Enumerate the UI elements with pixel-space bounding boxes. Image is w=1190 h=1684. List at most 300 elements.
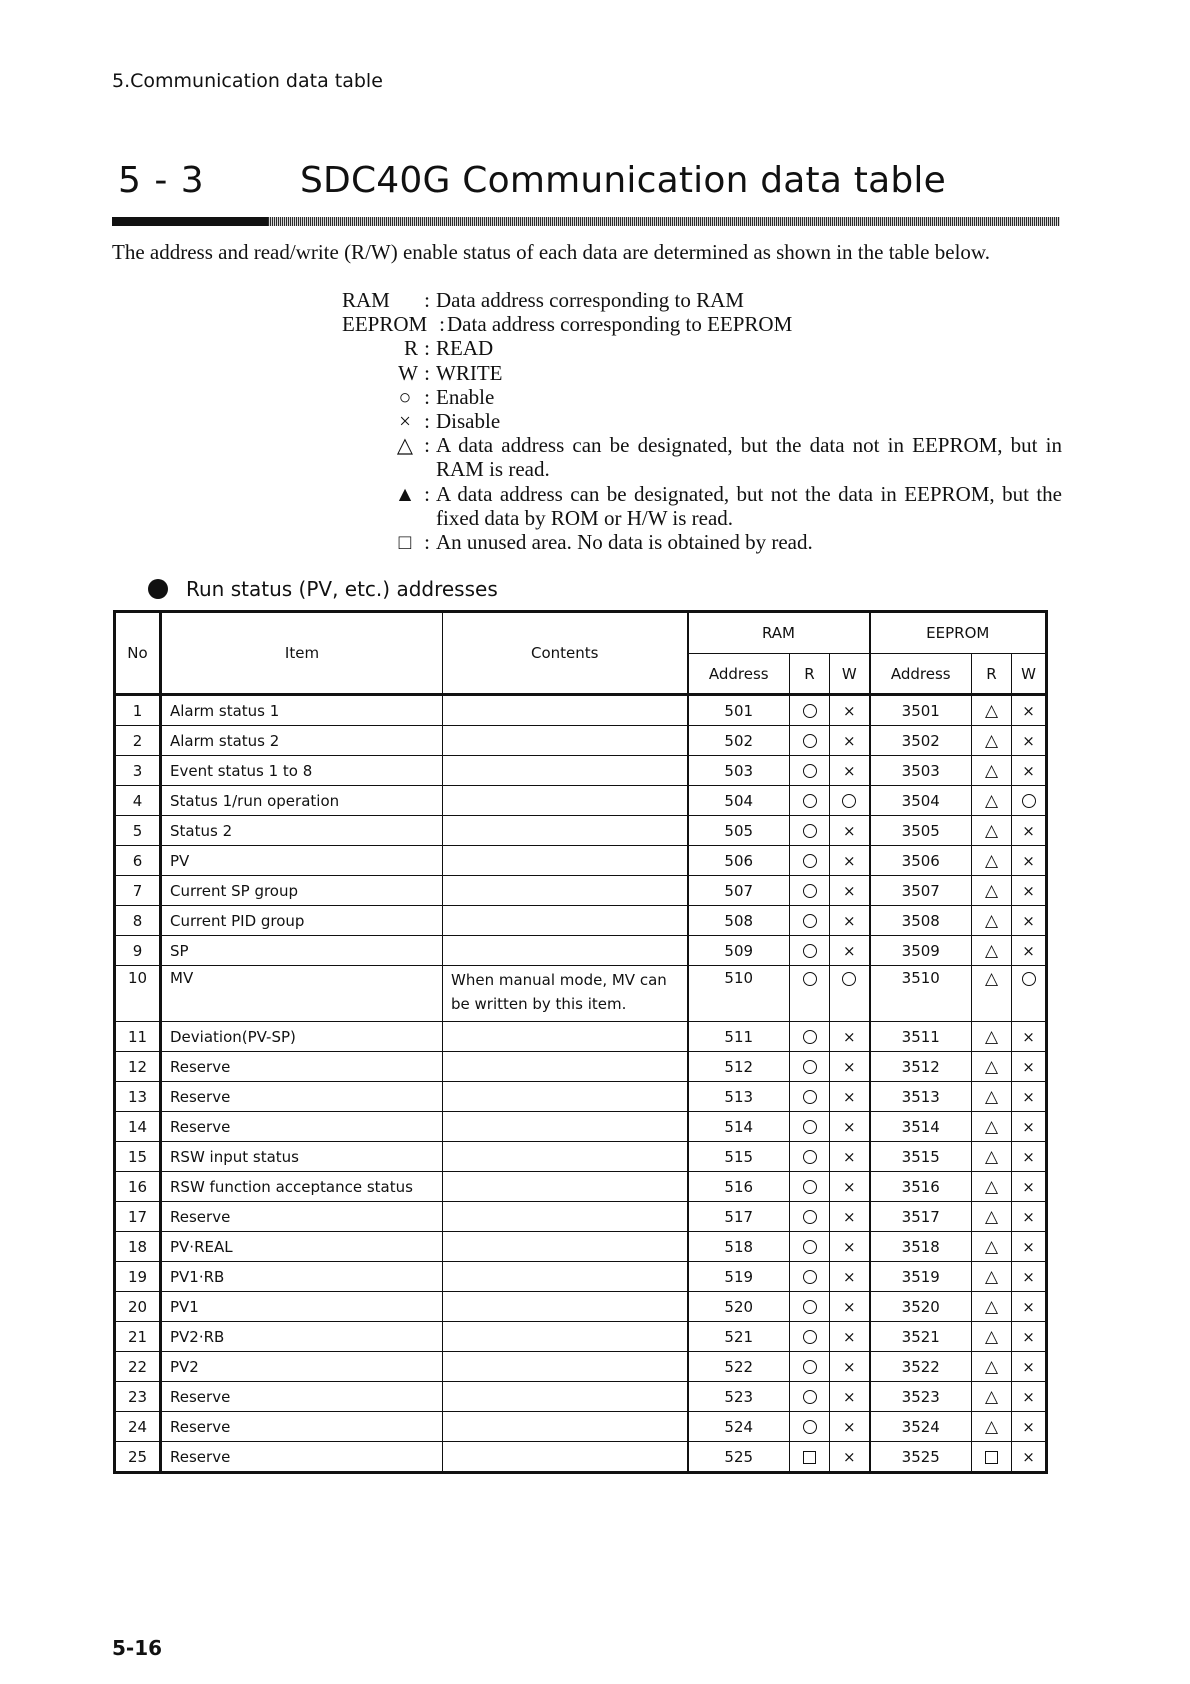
eeprom-address: 3505 (870, 816, 972, 846)
row-number: 6 (115, 846, 161, 876)
table-row (115, 1352, 1047, 1382)
circle-icon (1022, 972, 1036, 986)
row-number: 4 (115, 786, 161, 816)
cross-icon: × (1022, 1207, 1035, 1226)
circle-icon (803, 1090, 817, 1104)
table-row (115, 1292, 1047, 1322)
circle-icon: ○ (398, 384, 412, 409)
table-row (115, 1442, 1047, 1473)
row-item: Current SP group (161, 876, 443, 906)
circle-icon (803, 734, 817, 748)
cross-icon: × (1022, 1027, 1035, 1046)
table-body (115, 695, 1047, 1473)
legend-text: An unused area. No data is obtained by read. (436, 530, 813, 555)
row-item: RSW function acceptance status (161, 1172, 443, 1202)
legend-text: Disable (436, 409, 501, 434)
cross-icon: × (1022, 1087, 1035, 1106)
legend-text: Data address corresponding to RAM (436, 288, 744, 312)
cross-icon: × (842, 1087, 856, 1106)
cross-icon: × (1022, 1117, 1035, 1136)
header-eeprom: EEPROM (870, 612, 1047, 654)
row-item: PV1 (161, 1292, 443, 1322)
cross-icon: × (1022, 911, 1035, 930)
row-number: 10 (115, 966, 161, 1022)
intro-paragraph: The address and read/write (R/W) enable status of each data are determined as shown in the table below. (112, 240, 990, 264)
cross-icon: × (1022, 1177, 1035, 1196)
row-item: SP (161, 936, 443, 966)
ram-address: 502 (688, 726, 790, 756)
table-row (115, 1322, 1047, 1352)
cross-icon: × (1022, 1297, 1035, 1316)
open-triangle-icon: △ (984, 791, 999, 811)
cross-icon: × (842, 761, 856, 780)
cross-icon: × (1022, 881, 1035, 900)
ram-address: 523 (688, 1382, 790, 1412)
open-triangle-icon: △ (396, 433, 414, 458)
table-heading-text: Run status (PV, etc.) addresses (186, 577, 498, 601)
header-ram-address: Address (688, 654, 790, 695)
circle-icon (803, 944, 817, 958)
circle-icon (803, 1180, 817, 1194)
open-triangle-icon: △ (984, 1147, 999, 1167)
legend-key: RAM (342, 288, 390, 312)
header-contents: Contents (443, 612, 688, 695)
page-title: SDC40G Communication data table (300, 160, 946, 201)
legend-row: R : READ (362, 336, 1062, 360)
cross-icon: × (842, 821, 856, 840)
circle-icon (842, 794, 856, 808)
circle-icon (803, 1060, 817, 1074)
eeprom-address: 3523 (870, 1382, 972, 1412)
row-contents (443, 1262, 688, 1292)
legend-text: A data address can be designated, but not the data in EEPROM, but the fixed data by ROM or H/W is read. (436, 481, 1062, 530)
row-number: 16 (115, 1172, 161, 1202)
row-number: 5 (115, 816, 161, 846)
open-triangle-icon: △ (984, 701, 999, 721)
table-row (115, 1142, 1047, 1172)
row-item: Reserve (161, 1052, 443, 1082)
eeprom-address: 3517 (870, 1202, 972, 1232)
row-contents (443, 906, 688, 936)
row-item: PV2·RB (161, 1322, 443, 1352)
square-icon: □ (398, 529, 412, 554)
row-number: 18 (115, 1232, 161, 1262)
cross-icon: × (842, 881, 856, 900)
open-triangle-icon: △ (984, 1387, 999, 1407)
ram-address: 513 (688, 1082, 790, 1112)
legend-row: W : WRITE (362, 361, 1062, 385)
table-row (115, 1262, 1047, 1292)
table-row (115, 876, 1047, 906)
table-row (115, 1412, 1047, 1442)
eeprom-address: 3518 (870, 1232, 972, 1262)
header-no: No (115, 612, 161, 695)
eeprom-address: 3525 (870, 1442, 972, 1473)
ram-address: 505 (688, 816, 790, 846)
eeprom-address: 3509 (870, 936, 972, 966)
cross-icon: × (1022, 1327, 1035, 1346)
open-triangle-icon: △ (984, 1207, 999, 1227)
row-number: 1 (115, 695, 161, 726)
row-number: 22 (115, 1352, 161, 1382)
cross-icon: × (842, 1447, 856, 1466)
legend-text: Enable (436, 384, 495, 409)
table-row (115, 906, 1047, 936)
legend-row: EEPROM : Data address corresponding to EEPROM (362, 312, 1062, 336)
eeprom-address: 3511 (870, 1022, 972, 1052)
ram-address: 509 (688, 936, 790, 966)
row-contents (443, 846, 688, 876)
cross-icon: × (842, 851, 856, 870)
eeprom-address: 3524 (870, 1412, 972, 1442)
eeprom-address: 3512 (870, 1052, 972, 1082)
circle-icon (803, 1360, 817, 1374)
bullet-icon (148, 579, 168, 599)
eeprom-address: 3502 (870, 726, 972, 756)
row-contents (443, 1232, 688, 1262)
circle-icon (803, 854, 817, 868)
open-triangle-icon: △ (984, 1177, 999, 1197)
row-number: 8 (115, 906, 161, 936)
eeprom-address: 3503 (870, 756, 972, 786)
circle-icon (1022, 794, 1036, 808)
cross-icon: × (1022, 851, 1035, 870)
ram-address: 521 (688, 1322, 790, 1352)
circle-icon (803, 1390, 817, 1404)
cross-icon: × (842, 1387, 856, 1406)
legend-text: A data address can be designated, but the data not in EEPROM, but in RAM is read. (436, 433, 1062, 482)
legend-row: RAM : Data address corresponding to RAM (362, 288, 1062, 312)
row-number: 14 (115, 1112, 161, 1142)
table-row (115, 1172, 1047, 1202)
eeprom-address: 3501 (870, 695, 972, 726)
ram-address: 508 (688, 906, 790, 936)
header-ram: RAM (688, 612, 870, 654)
row-number: 3 (115, 756, 161, 786)
cross-icon: × (842, 731, 856, 750)
ram-address: 506 (688, 846, 790, 876)
header-eeprom-w: W (1012, 654, 1047, 695)
open-triangle-icon: △ (984, 968, 999, 989)
row-contents (443, 1322, 688, 1352)
ram-address: 520 (688, 1292, 790, 1322)
legend-row: △ : A data address can be designated, but the data not in EEPROM, but in RAM is read. (362, 433, 1062, 481)
open-triangle-icon: △ (984, 1357, 999, 1377)
row-item: PV·REAL (161, 1232, 443, 1262)
cross-icon: × (842, 1147, 856, 1166)
open-triangle-icon: △ (984, 1417, 999, 1437)
row-item: Alarm status 1 (161, 695, 443, 726)
row-item: Reserve (161, 1112, 443, 1142)
eeprom-address: 3514 (870, 1112, 972, 1142)
symbol-legend (342, 288, 1062, 555)
row-contents (443, 1082, 688, 1112)
circle-icon (803, 914, 817, 928)
row-item: PV (161, 846, 443, 876)
cross-icon: × (842, 1267, 856, 1286)
ram-address: 511 (688, 1022, 790, 1052)
row-number: 11 (115, 1022, 161, 1052)
row-number: 24 (115, 1412, 161, 1442)
row-item: Status 1/run operation (161, 786, 443, 816)
row-number: 2 (115, 726, 161, 756)
ram-address: 516 (688, 1172, 790, 1202)
eeprom-address: 3520 (870, 1292, 972, 1322)
row-contents (443, 695, 688, 726)
table-row (115, 726, 1047, 756)
table-row (115, 846, 1047, 876)
cross-icon: × (842, 1117, 856, 1136)
eeprom-address: 3504 (870, 786, 972, 816)
legend-row: ▲ : A data address can be designated, but not the data in EEPROM, but the fixed data by ROM or H/W is read. (362, 482, 1062, 530)
table-heading (148, 577, 498, 601)
row-contents (443, 1112, 688, 1142)
cross-icon: × (1022, 821, 1035, 840)
cross-icon: × (842, 1357, 856, 1376)
row-item: Status 2 (161, 816, 443, 846)
open-triangle-icon: △ (984, 821, 999, 841)
ram-address: 514 (688, 1112, 790, 1142)
row-item: PV1·RB (161, 1262, 443, 1292)
ram-address: 524 (688, 1412, 790, 1442)
table-row (115, 1382, 1047, 1412)
running-header: 5.Communication data table (112, 70, 383, 92)
ram-address: 501 (688, 695, 790, 726)
cross-icon: × (842, 911, 856, 930)
open-triangle-icon: △ (984, 1057, 999, 1077)
row-contents (443, 1382, 688, 1412)
circle-icon (803, 764, 817, 778)
row-item: RSW input status (161, 1142, 443, 1172)
open-triangle-icon: △ (984, 851, 999, 871)
ram-address: 504 (688, 786, 790, 816)
table-row (115, 1082, 1047, 1112)
cross-icon: × (842, 1057, 856, 1076)
legend-key: EEPROM (342, 312, 428, 337)
cross-icon: × (1022, 941, 1035, 960)
eeprom-address: 3521 (870, 1322, 972, 1352)
row-contents (443, 1022, 688, 1052)
circle-icon (803, 1120, 817, 1134)
table-row (115, 1232, 1047, 1262)
open-triangle-icon: △ (984, 1237, 999, 1257)
circle-icon (803, 704, 817, 718)
cross-icon: × (842, 1327, 856, 1346)
eeprom-address: 3519 (870, 1262, 972, 1292)
row-contents (443, 1442, 688, 1473)
cross-icon: × (842, 941, 856, 960)
ram-address: 503 (688, 756, 790, 786)
row-contents (443, 756, 688, 786)
circle-icon (803, 1150, 817, 1164)
eeprom-address: 3515 (870, 1142, 972, 1172)
row-item: PV2 (161, 1352, 443, 1382)
cross-icon: × (842, 701, 856, 720)
run-status-address-table (113, 610, 1048, 1474)
open-triangle-icon: △ (984, 1027, 999, 1047)
row-item: MV (161, 966, 443, 1022)
cross-icon: × (1022, 1057, 1035, 1076)
open-triangle-icon: △ (984, 1087, 999, 1107)
header-eeprom-address: Address (870, 654, 972, 695)
row-number: 17 (115, 1202, 161, 1232)
circle-icon (803, 1270, 817, 1284)
cross-icon: × (1022, 701, 1035, 720)
row-item: Deviation(PV-SP) (161, 1022, 443, 1052)
eeprom-address: 3506 (870, 846, 972, 876)
row-item: Reserve (161, 1382, 443, 1412)
open-triangle-icon: △ (984, 881, 999, 901)
ram-address: 515 (688, 1142, 790, 1172)
ram-address: 519 (688, 1262, 790, 1292)
table-row (115, 1112, 1047, 1142)
ram-address: 522 (688, 1352, 790, 1382)
legend-text: Data address corresponding to EEPROM (447, 312, 793, 337)
legend-text: READ (436, 336, 494, 361)
open-triangle-icon: △ (984, 731, 999, 751)
row-item: Reserve (161, 1202, 443, 1232)
open-triangle-icon: △ (984, 1327, 999, 1347)
table-row (115, 756, 1047, 786)
circle-icon (803, 1210, 817, 1224)
row-item: Alarm status 2 (161, 726, 443, 756)
row-number: 13 (115, 1082, 161, 1112)
legend-key: W (398, 360, 418, 385)
cross-icon: × (399, 408, 411, 433)
eeprom-address: 3513 (870, 1082, 972, 1112)
circle-icon (842, 972, 856, 986)
cross-icon: × (842, 1207, 856, 1226)
title-underline-rule (112, 217, 1060, 226)
row-number: 25 (115, 1442, 161, 1473)
eeprom-address: 3510 (870, 966, 972, 1022)
table-row (115, 966, 1047, 1022)
row-item: Event status 1 to 8 (161, 756, 443, 786)
cross-icon: × (1022, 1267, 1035, 1286)
row-item: Reserve (161, 1442, 443, 1473)
cross-icon: × (842, 1237, 856, 1256)
ram-address: 510 (688, 966, 790, 1022)
row-contents (443, 1352, 688, 1382)
open-triangle-icon: △ (984, 911, 999, 931)
circle-icon (803, 794, 817, 808)
row-item: Reserve (161, 1412, 443, 1442)
row-contents (443, 1052, 688, 1082)
row-number: 20 (115, 1292, 161, 1322)
row-item: Reserve (161, 1082, 443, 1112)
table-row (115, 1052, 1047, 1082)
table-row (115, 936, 1047, 966)
eeprom-address: 3508 (870, 906, 972, 936)
open-triangle-icon: △ (984, 1267, 999, 1287)
row-number: 23 (115, 1382, 161, 1412)
open-triangle-icon: △ (984, 761, 999, 781)
square-icon (985, 1451, 998, 1464)
legend-row: ○ : Enable (362, 385, 1062, 409)
eeprom-address: 3507 (870, 876, 972, 906)
row-contents (443, 1412, 688, 1442)
eeprom-address: 3516 (870, 1172, 972, 1202)
legend-text: WRITE (436, 360, 503, 385)
cross-icon: × (1022, 1417, 1035, 1436)
row-contents (443, 1202, 688, 1232)
legend-key: R (403, 336, 418, 361)
row-contents (443, 1292, 688, 1322)
circle-icon (803, 1420, 817, 1434)
row-contents (443, 876, 688, 906)
ram-address: 517 (688, 1202, 790, 1232)
table-row (115, 695, 1047, 726)
cross-icon: × (1022, 1357, 1035, 1376)
eeprom-address: 3522 (870, 1352, 972, 1382)
row-contents (443, 786, 688, 816)
circle-icon (803, 1030, 817, 1044)
table-row (115, 1202, 1047, 1232)
ram-address: 518 (688, 1232, 790, 1262)
table-row (115, 816, 1047, 846)
section-number: 5 - 3 (118, 160, 205, 201)
cross-icon: × (1022, 731, 1035, 750)
cross-icon: × (842, 1177, 856, 1196)
row-number: 19 (115, 1262, 161, 1292)
row-contents (443, 936, 688, 966)
header-ram-w: W (830, 654, 870, 695)
header-item: Item (161, 612, 443, 695)
row-contents (443, 726, 688, 756)
cross-icon: × (1022, 761, 1035, 780)
circle-icon (803, 824, 817, 838)
cross-icon: × (1022, 1237, 1035, 1256)
open-triangle-icon: △ (984, 1117, 999, 1137)
ram-address: 525 (688, 1442, 790, 1473)
circle-icon (803, 1300, 817, 1314)
row-contents (443, 816, 688, 846)
row-contents (443, 1142, 688, 1172)
row-item: Current PID group (161, 906, 443, 936)
legend-row: □ : An unused area. No data is obtained by read. (362, 530, 1062, 554)
cross-icon: × (842, 1417, 856, 1436)
row-number: 21 (115, 1322, 161, 1352)
ram-address: 507 (688, 876, 790, 906)
cross-icon: × (1022, 1447, 1035, 1466)
header-ram-r: R (790, 654, 830, 695)
circle-icon (803, 1330, 817, 1344)
circle-icon (803, 1240, 817, 1254)
ram-address: 512 (688, 1052, 790, 1082)
table-row (115, 786, 1047, 816)
cross-icon: × (1022, 1147, 1035, 1166)
header-eeprom-r: R (972, 654, 1012, 695)
open-triangle-icon: △ (984, 941, 999, 961)
circle-icon (803, 884, 817, 898)
legend-row: × : Disable (362, 409, 1062, 433)
row-number: 9 (115, 936, 161, 966)
row-contents: When manual mode, MV can be written by this item. (443, 966, 688, 1022)
open-triangle-icon: △ (984, 1297, 999, 1317)
cross-icon: × (842, 1297, 856, 1316)
table-row (115, 1022, 1047, 1052)
square-icon (803, 1451, 816, 1464)
row-contents (443, 1172, 688, 1202)
row-number: 12 (115, 1052, 161, 1082)
page-number: 5-16 (112, 1636, 163, 1660)
cross-icon: × (1022, 1387, 1035, 1406)
cross-icon: × (842, 1027, 856, 1046)
row-number: 7 (115, 876, 161, 906)
circle-icon (803, 972, 817, 986)
filled-triangle-icon: ▲ (394, 481, 416, 506)
row-number: 15 (115, 1142, 161, 1172)
